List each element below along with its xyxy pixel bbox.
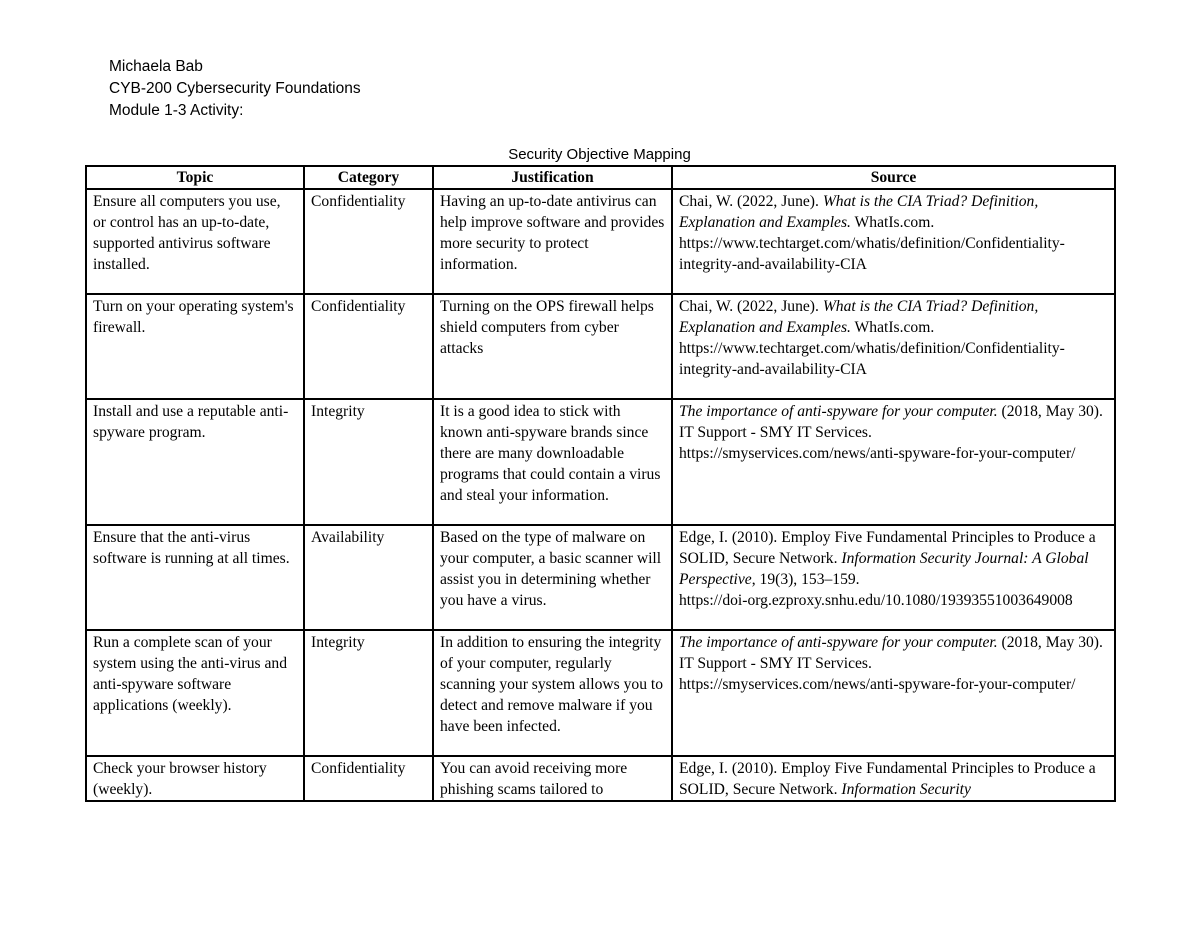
justification-cell: It is a good idea to stick with known anti-spyware brands since there are many downloadable programs that could contain a virus and steal your information. [433,399,672,525]
category-cell: Confidentiality [304,294,433,399]
source-text: (2018, May 30). IT Support - SMY IT Services. https://smyservices.com/news/anti-spyware-for-your-computer/ [679,634,1103,693]
source-cell [672,756,1115,801]
column-header-topic: Topic [86,166,304,189]
source-title: The importance of anti-spyware for your computer. [679,634,998,651]
document-header [109,56,361,122]
justification-cell: Having an up-to-date antivirus can help improve software and provides more security to protect information. [433,189,672,294]
source-cell [672,399,1115,525]
source-text: (2018, May 30). IT Support - SMY IT Services. https://smyservices.com/news/anti-spyware-for-your-computer/ [679,403,1103,462]
source-text: Edge, I. (2010). Employ Five Fundamental Principles to Produce a SOLID, Secure Network. [679,760,1096,798]
column-header-category: Category [304,166,433,189]
source-title: Information Security [841,781,971,798]
category-cell: Confidentiality [304,756,433,801]
source-title: The importance of anti-spyware for your computer. [679,403,998,420]
source-text: WhatIs.com. https://www.techtarget.com/whatis/definition/Confidentiality-integrity-and-availability-CIA [679,214,1065,273]
category-cell: Integrity [304,399,433,525]
source-cell [672,630,1115,756]
justification-cell: Based on the type of malware on your computer, a basic scanner will assist you in determining whether you have a virus. [433,525,672,630]
topic-cell: Ensure that the anti-virus software is running at all times. [86,525,304,630]
source-title: What is the CIA Triad? Definition, Explanation and Examples. [679,193,1039,231]
activity-title: Module 1-3 Activity: [109,102,244,119]
source-title: What is the CIA Triad? Definition, Explanation and Examples. [679,298,1039,336]
justification-cell: Turning on the OPS firewall helps shield computers from cyber attacks [433,294,672,399]
source-text: Chai, W. (2022, June). [679,298,823,315]
column-header-source: Source [672,166,1115,189]
source-text: WhatIs.com. https://www.techtarget.com/whatis/definition/Confidentiality-integrity-and-availability-CIA [679,319,1065,378]
table-row [86,525,1115,630]
table-row [86,756,1115,801]
source-text: Edge, I. (2010). Employ Five Fundamental Principles to Produce a SOLID, Secure Network. [679,529,1096,567]
column-header-justification: Justification [433,166,672,189]
security-objective-table [85,165,1116,802]
justification-cell: In addition to ensuring the integrity of your computer, regularly scanning your system allows you to detect and remove malware if you have been infected. [433,630,672,756]
table-header-row [86,166,1115,189]
table-title: Security Objective Mapping [508,146,691,163]
table-row [86,630,1115,756]
category-cell: Availability [304,525,433,630]
source-text: Chai, W. (2022, June). [679,193,823,210]
table-row [86,189,1115,294]
category-cell: Integrity [304,630,433,756]
topic-cell: Run a complete scan of your system using the anti-virus and anti-spyware software applications (weekly). [86,630,304,756]
author-name: Michaela Bab [109,58,203,75]
topic-cell: Ensure all computers you use, or control has an up-to-date, supported antivirus software installed. [86,189,304,294]
topic-cell: Install and use a reputable anti-spyware program. [86,399,304,525]
source-cell [672,294,1115,399]
course-title: CYB-200 Cybersecurity Foundations [109,80,361,97]
source-cell [672,189,1115,294]
source-title: Information Security Journal: A Global Perspective [679,550,1089,588]
topic-cell: Check your browser history (weekly). [86,756,304,801]
table-row [86,294,1115,399]
topic-cell: Turn on your operating system's firewall. [86,294,304,399]
category-cell: Confidentiality [304,189,433,294]
source-cell [672,525,1115,630]
justification-cell: You can avoid receiving more phishing scams tailored to [433,756,672,801]
source-text: , 19(3), 153–159. https://doi-org.ezproxy.snhu.edu/10.1080/19393551003649008 [679,571,1073,609]
table-row [86,399,1115,525]
